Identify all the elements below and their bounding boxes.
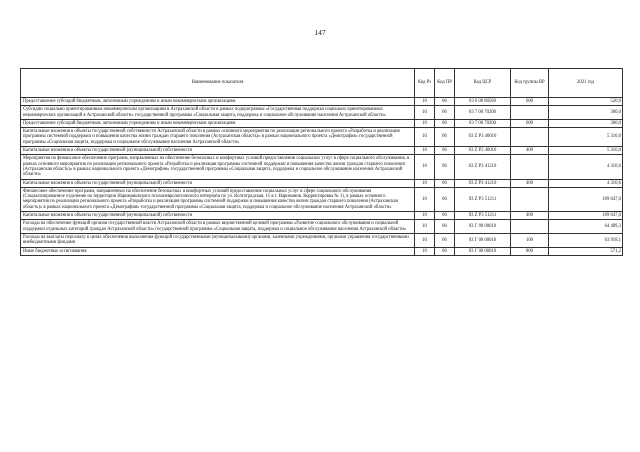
cell-rz: 10 <box>415 220 435 234</box>
cell-csr: 03 Z P3 41210 <box>455 179 511 187</box>
cell-pr: 06 <box>435 147 455 155</box>
table-body <box>21 98 623 256</box>
budget-table <box>20 68 623 256</box>
cell-csr: 03 Z P3 51211 <box>455 187 511 211</box>
cell-pr: 06 <box>435 106 455 120</box>
table-row <box>21 106 623 120</box>
cell-name: Финансовое обеспечение программ, направленных на обеспечение безопасных и комфортных условий предоставления социальных услуг в сфере социального обслуживания (Социализированное отделение на территории Наримановского психоневрологического интерната по ул. Волгоградская, 11 в г. Нариманов. Корректировка № 1), в рамках основного мероприятия по реализации регионального проекта «Разработка и реализация программы системной поддержки и повышения качества жизни граждан старшего поколения (Астраханская область)» в рамках национального проекта «Демография» государственной программы «Социальная защита, поддержка и социальное обслуживание населения Астраханской области» <box>21 187 415 211</box>
header-rz: Код Рз <box>415 69 435 98</box>
cell-val: 4 310,6 <box>549 179 623 187</box>
cell-rz: 10 <box>415 147 435 155</box>
table-row <box>21 233 623 247</box>
cell-name: Расходы на выплаты персоналу в целях обеспечения выполнения функций государственными (муниципальными) органами, казенными учреждениями, органами управления государственными внебюджетными фондами <box>21 233 415 247</box>
cell-rz: 10 <box>415 106 435 120</box>
cell-vr <box>511 187 549 211</box>
cell-csr: 03 Z P3 40010 <box>455 147 511 155</box>
cell-csr: 03 Г 00 00010 <box>455 233 511 247</box>
cell-val: 4 310,6 <box>549 155 623 179</box>
cell-csr: 03 Z P3 41210 <box>455 155 511 179</box>
cell-name: Иные бюджетные ассигнования <box>21 247 415 255</box>
cell-rz: 10 <box>415 212 435 220</box>
cell-val: 64 489,3 <box>549 220 623 234</box>
cell-pr: 06 <box>435 119 455 127</box>
cell-csr: 03 Z P3 51211 <box>455 212 511 220</box>
cell-val: 109 647,0 <box>549 212 623 220</box>
cell-vr: 400 <box>511 179 549 187</box>
table-row <box>21 119 623 127</box>
cell-vr <box>511 128 549 147</box>
cell-csr: 03 Г 00 00010 <box>455 247 511 255</box>
cell-rz: 10 <box>415 247 435 255</box>
table-row <box>21 155 623 179</box>
cell-val: 109 647,0 <box>549 187 623 211</box>
cell-val: 5 310,0 <box>549 147 623 155</box>
cell-val: 520,0 <box>549 98 623 106</box>
table-row <box>21 147 623 155</box>
cell-rz: 10 <box>415 179 435 187</box>
cell-pr: 06 <box>435 220 455 234</box>
cell-name: Капитальные вложения в объекты государственной (муниципальной) собственности <box>21 212 415 220</box>
header-year: 2021 год <box>549 69 623 98</box>
table-row <box>21 220 623 234</box>
table-row <box>21 179 623 187</box>
cell-pr: 06 <box>435 247 455 255</box>
cell-vr: 400 <box>511 147 549 155</box>
cell-csr: 03 6 00 80560 <box>455 98 511 106</box>
cell-csr: 03 Z P3 40010 <box>455 128 511 147</box>
cell-rz: 10 <box>415 98 435 106</box>
header-vr: Код группы ВР <box>511 69 549 98</box>
cell-vr: 800 <box>511 247 549 255</box>
cell-vr: 100 <box>511 233 549 247</box>
header-name: Наименование показателя <box>21 69 415 98</box>
cell-csr: 03 7 00 70200 <box>455 119 511 127</box>
cell-pr: 06 <box>435 212 455 220</box>
header-csr: Код ЦСР <box>455 69 511 98</box>
cell-name: Предоставление субсидий бюджетным, автономным учреждениям и иным некоммерческим организациям <box>21 98 415 106</box>
cell-rz: 10 <box>415 233 435 247</box>
cell-name: Мероприятия на финансовое обеспечение программ, направленных на обеспечение безопасных и комфортных условий предоставления социальных услуг в сфере социального обслуживания, в рамках основного мероприятия по реализации регионального проекта «Разработка и реализация программы системной поддержки и повышения качества жизни граждан старшего поколения (Астраханская область)» в рамках национального проекта «Демография» государственной программы «Социальная защита, поддержка и социальное обслуживание населения Астраханской области» <box>21 155 415 179</box>
table-row <box>21 187 623 211</box>
cell-pr: 06 <box>435 128 455 147</box>
cell-name: Расходы на обеспечение функций органов государственной власти Астраханской области в рамках ведомственной целевой программы «Развитие социального обслуживания и социальной поддержки отдельных категорий граждан Астраханской области» государственной программы «Социальная защита, поддержка и социальное обслуживание населения Астраханской области» <box>21 220 415 234</box>
cell-pr: 06 <box>435 233 455 247</box>
cell-rz: 10 <box>415 128 435 147</box>
cell-val: 571,2 <box>549 247 623 255</box>
table-row <box>21 128 623 147</box>
cell-name: Капитальные вложения в объекты государственной (муниципальной) собственности <box>21 179 415 187</box>
cell-vr <box>511 155 549 179</box>
cell-rz: 10 <box>415 187 435 211</box>
cell-name: Предоставление субсидий бюджетным, автономным учреждениям и иным некоммерческим организациям <box>21 119 415 127</box>
cell-name: Капитальные вложения в объекты государственной собственности Астраханской области в рамках основного мероприятия по реализации регионального проекта «Разработка и реализация программы системной поддержки и повышения качества жизни граждан старшего поколения (Астраханская область)» в рамках национального проекта «Демография» государственной программы «Социальная защита, поддержка и социальное обслуживание населения Астраханской области» <box>21 128 415 147</box>
cell-name: Субсидии социально ориентированным некоммерческим организациям в Астраханской области в рамках подпрограммы «Государственная поддержка социально ориентированных некоммерческих организаций в Астраханской области» государственной программы «Социальная защита, поддержка и социальное обслуживание населения Астраханской области» <box>21 106 415 120</box>
table-row <box>21 212 623 220</box>
cell-vr: 600 <box>511 119 549 127</box>
cell-vr <box>511 220 549 234</box>
cell-vr: 600 <box>511 98 549 106</box>
cell-rz: 10 <box>415 155 435 179</box>
cell-vr <box>511 106 549 120</box>
cell-csr: 03 Г 00 00010 <box>455 220 511 234</box>
cell-name: Капитальные вложения в объекты государственной (муниципальной) собственности <box>21 147 415 155</box>
header-row <box>21 69 623 98</box>
cell-pr: 06 <box>435 98 455 106</box>
cell-csr: 03 7 00 70200 <box>455 106 511 120</box>
header-pr: Код ПР <box>435 69 455 98</box>
cell-val: 300,0 <box>549 106 623 120</box>
table-row <box>21 98 623 106</box>
page-number: 147 <box>314 28 326 37</box>
cell-rz: 10 <box>415 119 435 127</box>
cell-val: 300,0 <box>549 119 623 127</box>
table-row <box>21 247 623 255</box>
cell-pr: 06 <box>435 187 455 211</box>
cell-vr: 400 <box>511 212 549 220</box>
cell-val: 63 918,1 <box>549 233 623 247</box>
cell-val: 5 310,0 <box>549 128 623 147</box>
cell-pr: 06 <box>435 179 455 187</box>
cell-pr: 06 <box>435 155 455 179</box>
